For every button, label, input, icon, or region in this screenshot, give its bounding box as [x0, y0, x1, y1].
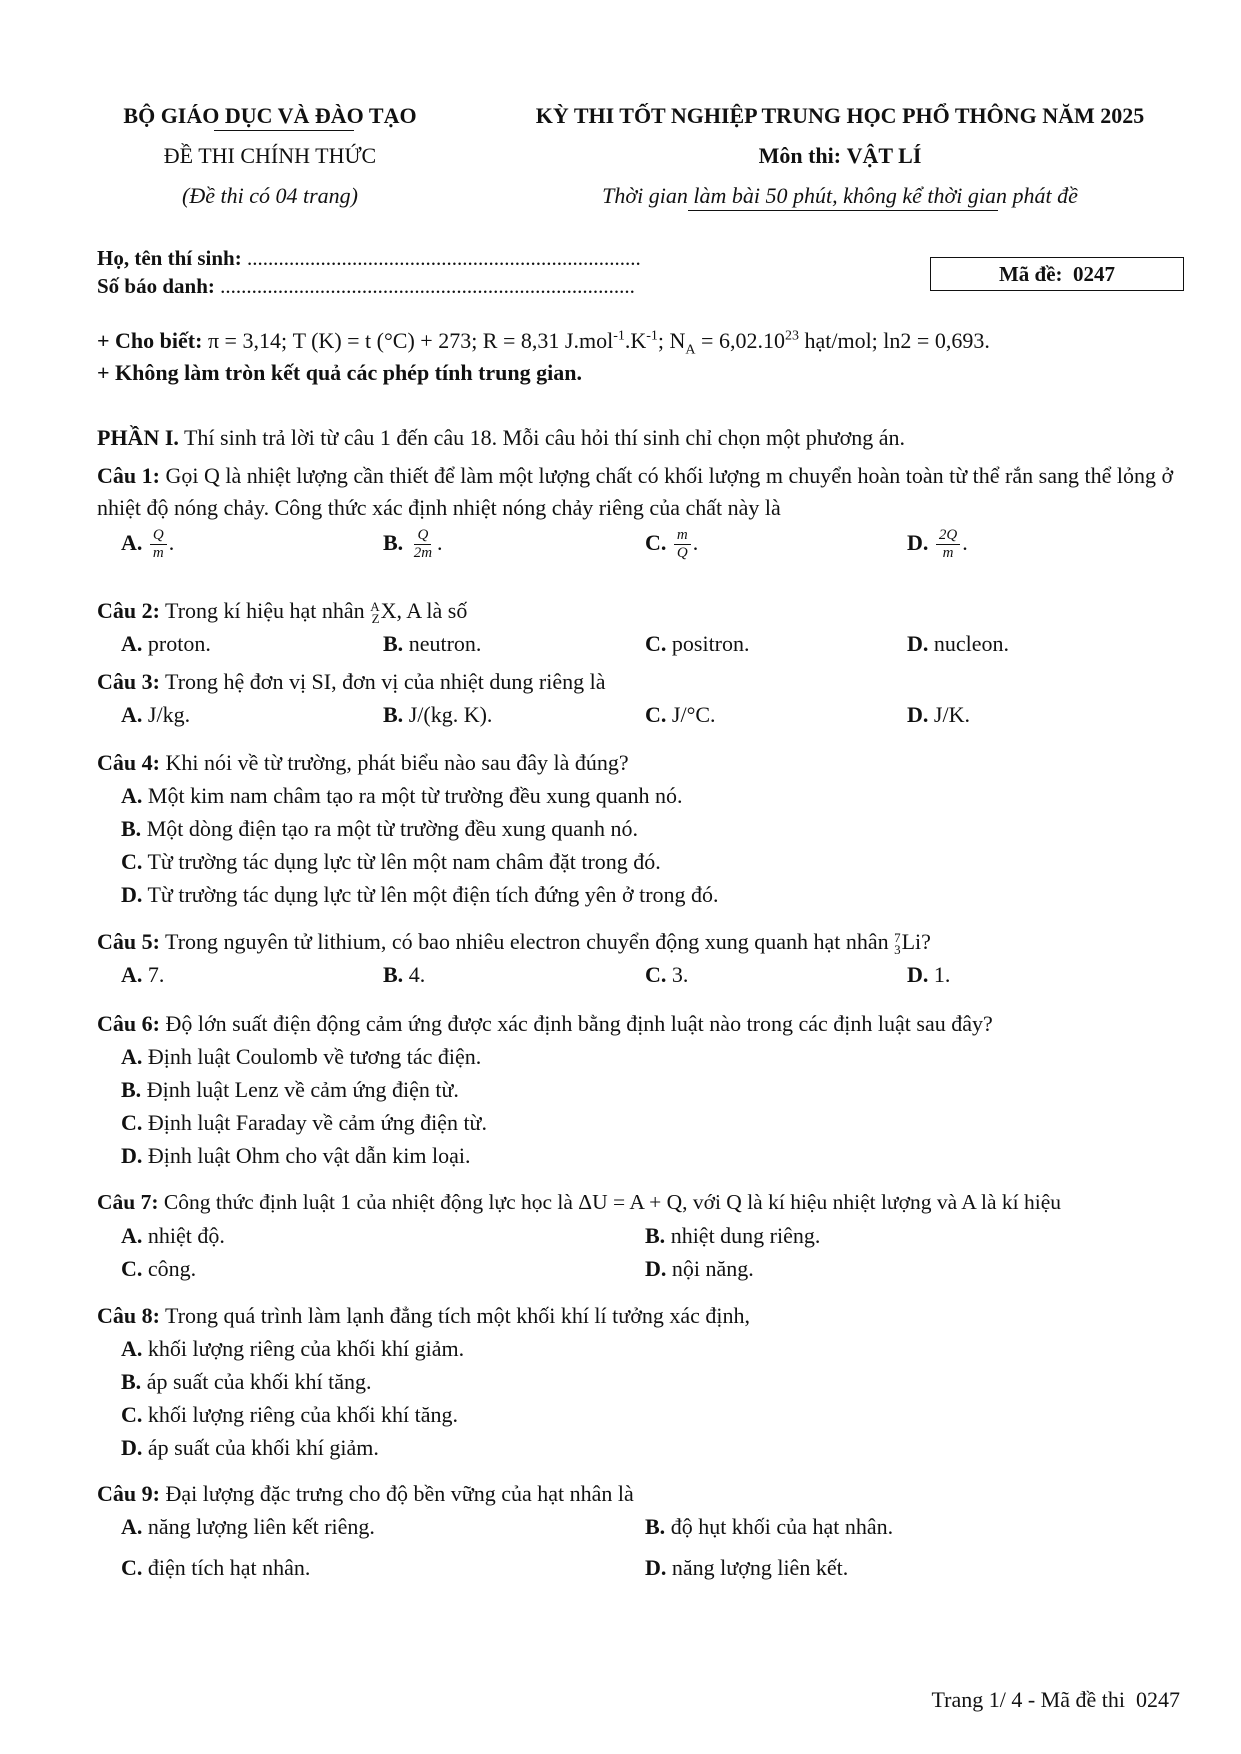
question-2 — [97, 594, 1197, 660]
q2-c-text: positron. — [666, 631, 750, 656]
q1-a-label: A. — [121, 530, 143, 555]
q2-nuc-bot: Z — [371, 610, 380, 626]
given-constants — [97, 325, 990, 389]
ministry-underline — [214, 130, 354, 131]
q6-c-label: C. — [121, 1110, 143, 1135]
section-1-intro — [97, 423, 905, 453]
q3-b-label: B. — [383, 702, 404, 727]
q9-b-text: độ hụt khối của hạt nhân. — [665, 1514, 894, 1539]
q9-option-a[interactable] — [97, 1510, 621, 1543]
q3-b-text: J/(kg. K). — [403, 702, 493, 727]
q6-option-b[interactable] — [97, 1073, 1197, 1106]
q6-option-a[interactable] — [97, 1040, 1197, 1073]
q5-option-b[interactable] — [359, 958, 621, 991]
q8-b-text: áp suất của khối khí tăng. — [141, 1369, 372, 1394]
q8-option-a[interactable] — [97, 1332, 1197, 1365]
given-constants-text: π = 3,14; T (K) = t (°C) + 273; R = 8,31 J.mol — [207, 328, 614, 353]
q8-stem: Trong quá trình làm lạnh đẳng tích một khối khí lí tưởng xác định, — [159, 1303, 750, 1328]
q8-option-c[interactable] — [97, 1398, 1197, 1431]
pages-note: (Đề thi có 04 trang) — [182, 183, 358, 208]
na-exp: 23 — [784, 328, 799, 344]
q7-c-label: C. — [121, 1256, 143, 1281]
q6-label: Câu 6: — [97, 1011, 160, 1036]
q9-c-text: điện tích hạt nhân. — [142, 1555, 311, 1580]
official-label: ĐỀ THI CHÍNH THỨC — [163, 143, 377, 168]
q3-a-text: J/kg. — [142, 702, 191, 727]
q4-option-a[interactable] — [97, 779, 1197, 812]
q2-nuc-sym: X — [380, 598, 397, 623]
question-9 — [97, 1477, 1197, 1584]
q4-label: Câu 4: — [97, 750, 160, 775]
name-dots: ........................................................................... — [246, 246, 641, 270]
q5-d-text: 1. — [928, 962, 951, 987]
q5-option-c[interactable] — [621, 958, 883, 991]
q3-a-label: A. — [121, 702, 143, 727]
question-7 — [97, 1186, 1197, 1285]
sbd-dots: ............................................................................... — [220, 274, 635, 298]
na-sub: A — [685, 342, 696, 358]
exam-code-box — [930, 257, 1184, 291]
q2-b-label: B. — [383, 631, 404, 656]
given-rest: ; N — [657, 328, 686, 353]
q9-d-text: năng lượng liên kết. — [666, 1555, 849, 1580]
unit-mid: .K — [624, 328, 647, 353]
q6-option-c[interactable] — [97, 1106, 1197, 1139]
q2-label: Câu 2: — [97, 598, 160, 623]
q6-c-text: Định luật Faraday về cảm ứng điện từ. — [142, 1110, 487, 1135]
q5-stem-b: ? — [921, 929, 931, 954]
q8-c-text: khối lượng riêng của khối khí tăng. — [142, 1402, 459, 1427]
q9-a-label: A. — [121, 1514, 143, 1539]
q6-option-d[interactable] — [97, 1139, 1197, 1172]
q5-a-label: A. — [121, 962, 143, 987]
q1-option-b[interactable]: B. $\frac{Q}{2m}$ . — [383, 527, 443, 562]
q9-d-label: D. — [645, 1555, 667, 1580]
q7-stem: Công thức định luật 1 của nhiệt động lực học là ΔU = A + Q, với Q là kí hiệu nhiệt lượng và A là kí hiệu — [158, 1190, 1062, 1214]
time-note: Thời gian làm bài 50 phút, không kể thời gian phát đề — [602, 183, 1078, 208]
unit-exp2: -1 — [646, 328, 658, 344]
q9-option-c[interactable] — [97, 1551, 621, 1584]
question-1 — [97, 460, 1197, 562]
q9-label: Câu 9: — [97, 1481, 160, 1506]
q4-c-text: Từ trường tác dụng lực từ lên một nam châm đặt trong đó. — [142, 849, 661, 874]
q8-a-text: khối lượng riêng của khối khí giảm. — [142, 1336, 465, 1361]
q2-nuc-top: A — [370, 598, 380, 614]
q8-label: Câu 8: — [97, 1303, 160, 1328]
q5-c-text: 3. — [666, 962, 689, 987]
q8-b-label: B. — [121, 1369, 142, 1394]
q6-d-text: Định luật Ohm cho vật dẫn kim loại. — [142, 1143, 471, 1168]
q6-a-label: A. — [121, 1044, 143, 1069]
q2-a-label: A. — [121, 631, 143, 656]
q5-option-a[interactable] — [97, 958, 359, 991]
q7-option-a[interactable] — [97, 1219, 621, 1252]
q9-b-label: B. — [645, 1514, 666, 1539]
q5-c-label: C. — [645, 962, 667, 987]
q1-c-num: m — [674, 527, 691, 545]
q4-b-label: B. — [121, 816, 142, 841]
q7-d-label: D. — [645, 1256, 667, 1281]
q1-option-d[interactable]: D. $\frac{2Q}{m}$ . — [907, 527, 968, 562]
q3-c-label: C. — [645, 702, 667, 727]
q1-d-den: m — [942, 545, 954, 562]
q5-a-text: 7. — [142, 962, 165, 987]
name-label: Họ, tên thí sinh: — [97, 246, 242, 270]
q8-option-d[interactable] — [97, 1431, 1197, 1464]
section-1-title: PHẦN I. — [97, 425, 179, 450]
q1-b-den: 2m — [413, 545, 433, 562]
subject-name: VẬT LÍ — [846, 143, 922, 168]
given-tail: hạt/mol; ln2 = 0,693. — [798, 328, 990, 353]
q2-c-label: C. — [645, 631, 667, 656]
subject-label: Môn thi: — [758, 143, 842, 168]
q5-nuc-bot: 3 — [894, 941, 901, 957]
subject-line — [500, 136, 1180, 176]
q5-b-text: 4. — [403, 962, 426, 987]
q9-option-b[interactable] — [621, 1510, 1145, 1543]
q4-d-text: Từ trường tác dụng lực từ lên một điện tích đứng yên ở trong đó. — [142, 882, 719, 907]
q4-a-label: A. — [121, 783, 143, 808]
na-value: = 6,02.10 — [695, 328, 785, 353]
q4-stem: Khi nói về từ trường, phát biểu nào sau đây là đúng? — [159, 750, 629, 775]
q7-option-d[interactable] — [621, 1252, 1145, 1285]
q4-option-c[interactable] — [97, 845, 1197, 878]
q1-b-label: B. — [383, 530, 404, 555]
q1-a-den: m — [152, 545, 164, 562]
q4-a-text: Một kim nam châm tạo ra một từ trường đều xung quanh nó. — [142, 783, 683, 808]
q8-a-label: A. — [121, 1336, 143, 1361]
q4-c-label: C. — [121, 849, 143, 874]
q7-a-text: nhiệt độ. — [142, 1223, 225, 1248]
q7-b-text: nhiệt dung riêng. — [665, 1223, 821, 1248]
q2-option-b[interactable] — [359, 627, 621, 660]
exam-title: KỲ THI TỐT NGHIỆP TRUNG HỌC PHỔ THÔNG NĂM 2025 — [535, 103, 1145, 128]
header-right — [500, 96, 1180, 216]
q1-d-num: 2Q — [936, 527, 960, 545]
q8-option-b[interactable] — [97, 1365, 1197, 1398]
q2-d-label: D. — [907, 631, 929, 656]
question-4 — [97, 746, 1197, 911]
q9-option-d[interactable] — [621, 1551, 1145, 1584]
q7-label: Câu 7: — [97, 1190, 159, 1214]
q5-d-label: D. — [907, 962, 929, 987]
q6-b-text: Định luật Lenz về cảm ứng điện từ. — [141, 1077, 459, 1102]
q9-c-label: C. — [121, 1555, 143, 1580]
page-footer: Trang 1/ 4 - Mã đề thi 0247 — [931, 1687, 1180, 1712]
q1-label: Câu 1: — [97, 463, 160, 488]
q2-stem-a: Trong kí hiệu hạt nhân — [159, 598, 371, 623]
q7-a-label: A. — [121, 1223, 143, 1248]
q4-d-label: D. — [121, 882, 143, 907]
question-5 — [97, 925, 1197, 991]
q1-c-label: C. — [645, 530, 667, 555]
q3-stem: Trong hệ đơn vị SI, đơn vị của nhiệt dung riêng là — [159, 669, 606, 694]
q2-a-text: proton. — [142, 631, 211, 656]
given-prefix: + Cho biết: — [97, 328, 203, 353]
q8-c-label: C. — [121, 1402, 143, 1427]
q9-stem: Đại lượng đặc trưng cho độ bền vững của hạt nhân là — [159, 1481, 634, 1506]
candidate-info — [97, 244, 641, 300]
q5-nuc-top: 7 — [894, 929, 901, 945]
q9-a-text: năng lượng liên kết riêng. — [142, 1514, 375, 1539]
q7-option-b[interactable] — [621, 1219, 1145, 1252]
q5-nuc-sym: Li — [901, 929, 922, 954]
q3-option-a[interactable] — [97, 698, 359, 731]
q1-b-num: Q — [414, 527, 431, 545]
q8-d-label: D. — [121, 1435, 143, 1460]
q7-b-label: B. — [645, 1223, 666, 1248]
q3-label: Câu 3: — [97, 669, 160, 694]
q2-option-c[interactable] — [621, 627, 883, 660]
q6-a-text: Định luật Coulomb về tương tác điện. — [142, 1044, 482, 1069]
rounding-note: + Không làm tròn kết quả các phép tính trung gian. — [97, 360, 582, 385]
q5-label: Câu 5: — [97, 929, 160, 954]
q5-stem-a: Trong nguyên tử lithium, có bao nhiêu electron chuyển động xung quanh hạt nhân — [159, 929, 895, 954]
sbd-label: Số báo danh: — [97, 274, 215, 298]
q4-option-b[interactable] — [97, 812, 1197, 845]
q3-option-b[interactable] — [359, 698, 621, 731]
q5-option-d[interactable] — [883, 958, 1145, 991]
time-underline — [688, 210, 998, 211]
q2-option-d[interactable] — [883, 627, 1145, 660]
q2-stem-b: , A là số — [396, 598, 468, 623]
q1-d-label: D. — [907, 530, 929, 555]
ministry-name: BỘ GIÁO DỤC VÀ ĐÀO TẠO — [123, 103, 417, 128]
q4-option-d[interactable] — [97, 878, 1197, 911]
header-left — [100, 96, 440, 216]
exam-code: 0247 — [1073, 262, 1116, 286]
q1-option-c[interactable]: C. $\frac{m}{Q}$ . — [645, 527, 699, 562]
q1-a-num: Q — [150, 527, 167, 545]
q8-d-text: áp suất của khối khí giảm. — [142, 1435, 379, 1460]
unit-exp1: -1 — [613, 328, 625, 344]
q3-d-label: D. — [907, 702, 929, 727]
q6-stem: Độ lớn suất điện động cảm ứng được xác định bằng định luật nào trong các định luật sau đây? — [159, 1011, 993, 1036]
q1-c-den: Q — [676, 545, 688, 562]
q1-option-a[interactable]: A. $\frac{Q}{m}$ . — [121, 527, 175, 562]
question-3 — [97, 665, 1197, 731]
q7-option-c[interactable] — [97, 1252, 621, 1285]
q4-b-text: Một dòng điện tạo ra một từ trường đều xung quanh nó. — [141, 816, 638, 841]
q5-b-label: B. — [383, 962, 404, 987]
q3-option-c[interactable] — [621, 698, 883, 731]
q6-d-label: D. — [121, 1143, 143, 1168]
q2-option-a[interactable] — [97, 627, 359, 660]
q3-option-d[interactable] — [883, 698, 1145, 731]
question-8 — [97, 1299, 1197, 1464]
section-1-desc: Thí sinh trả lời từ câu 1 đến câu 18. Mỗi câu hỏi thí sinh chỉ chọn một phương án. — [178, 425, 906, 450]
q1-stem: Gọi Q là nhiệt lượng cần thiết để làm một lượng chất có khối lượng m chuyển hoàn toàn từ thể rắn sang thể lỏng ở nhiệt độ nóng chảy. Công thức xác định nhiệt nóng chảy riêng của chất này là — [97, 463, 1174, 520]
q6-b-label: B. — [121, 1077, 142, 1102]
question-6 — [97, 1007, 1197, 1172]
q7-c-text: công. — [142, 1256, 197, 1281]
q7-d-text: nội năng. — [666, 1256, 754, 1281]
q2-d-text: nucleon. — [928, 631, 1010, 656]
q2-b-text: neutron. — [403, 631, 482, 656]
exam-code-label: Mã đề: — [998, 262, 1063, 286]
q3-d-text: J/K. — [928, 702, 970, 727]
q3-c-text: J/°C. — [666, 702, 716, 727]
